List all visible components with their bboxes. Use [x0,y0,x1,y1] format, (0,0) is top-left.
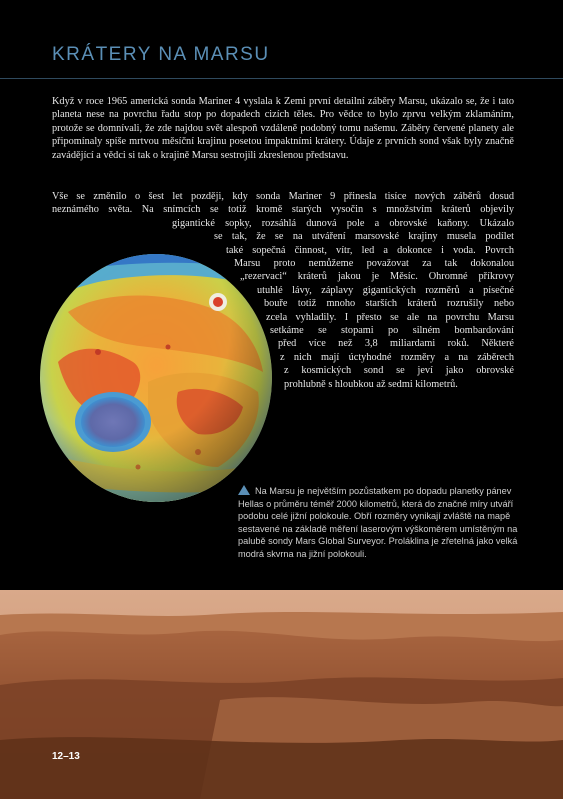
body-line: utuhlé lávy, záplavy gigantických rozměrů a písečné [257,284,514,296]
intro-paragraph: Když v roce 1965 americká sonda Mariner 4 vyslala k Zemi první detailní záběry Marsu, ukázalo se, že i tato planeta nese na povrchu řadu stop po dopadech cizích těles. Pro vědce to bylo zprvu velkým zklamáním, protože se domnívali, že zde najdou svět alespoň vzdáleně podobný tomu našemu. Záběry červené planety ale připomínaly spíše mrtvou měsíční krajinu posetou impaktními krátery. Údaje z prvních sond však byly značně zavádějící a vědci si tak o krajině Marsu sestrojili zkreslenou představu. [52,96,514,161]
image-caption [238,485,526,561]
body-line: se tak, že se na utváření marsovské krajiny musela podílet [214,231,514,243]
page-number: 12–13 [52,751,80,762]
mars-landscape-photo [0,590,563,799]
title-divider [0,78,563,79]
body-line: Marsu proto nemůžeme považovat za tak dokonalou [234,258,514,270]
body-line: zcela vyhladily. I přesto se ale na povrchu Marsu [266,311,514,323]
body-line: neznámého světa. Na snímcích se totiž kromě starých vysočin s množstvím kráterů objevily [52,204,514,216]
body-line: gigantické sopky, rozsáhlá dunová pole a obrovské kaňony. Ukázalo [172,217,514,229]
body-line: prohlubně s hloubkou až sedmi kilometrů. [284,378,458,390]
page-title: KRÁTERY NA MARSU [52,44,270,65]
body-line: před více než 3,8 miliardami roků. Některé [278,338,514,350]
mars-topography-globe [38,252,274,504]
body-line: Vše se změnilo o šest let později, kdy sonda Mariner 9 přinesla tisíce nových záběrů dosud [52,191,514,202]
body-line: z kosmických sond se jeví jako obrovské [284,365,514,377]
body-line: „rezervaci“ kráterů jakou je Měsíc. Ohromné příkrovy [240,271,514,283]
caption-text: Na Marsu je největším pozůstatkem po dopadu planetky pánev Hellas o průměru téměř 2000 kilometrů, která do značné míry utváří podobu celé jižní polokoule. Obří rozměry vynikají zvláště na mapě sestavené na základě měření laserovým výškoměrem umístěným na palubě sondy Mars Global Surveyor. Proláklina je zřetelná jako velká modrá skvrna na jižní polokouli. [238,486,518,559]
body-line: bouře totiž mnoho starších kráterů rozrušily nebo [264,298,514,310]
body-line: setkáme se stopami po silném bombardování [270,325,514,337]
body-line: také sopečná činnost, vítr, led a dokonce i voda. Povrch [226,244,514,256]
triangle-pointer-icon [238,485,250,495]
body-line: z nich mají úctyhodné rozměry a na záběrech [280,351,514,363]
